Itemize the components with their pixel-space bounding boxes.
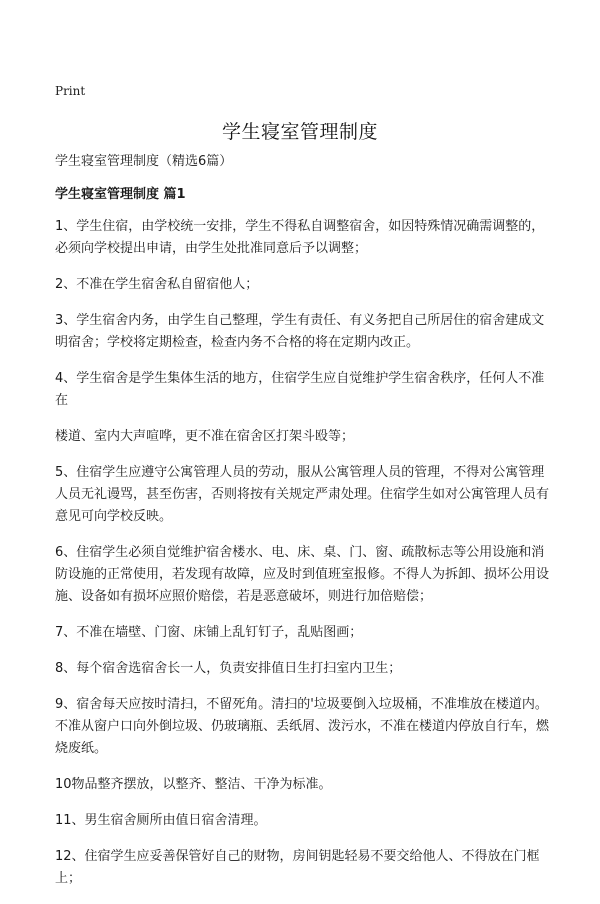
rule-paragraph-12: 12、住宿学生应妥善保管好自己的财物，房间钥匙轻易不要交给他人、不得放在门框上； bbox=[55, 849, 540, 886]
rule-paragraph-1: 1、学生住宿，由学校统一安排，学生不得私自调整宿舍，如因特殊情况确需调整的，必须向学校提出申请，由学生处批准同意后予以调整； bbox=[55, 219, 545, 256]
rule-paragraph-3: 3、学生宿舍内务，由学生自己整理，学生有责任、有义务把自己所居住的宿舍建成文明宿舍；学校将定期检查，检查内务不合格的将在定期内改正。 bbox=[55, 313, 545, 350]
document-subtitle: 学生寝室管理制度（精选6篇） bbox=[55, 154, 233, 169]
rule-paragraph-4-continued: 楼道、室内大声喧哗，更不准在宿舍区打架斗殴等； bbox=[55, 429, 355, 444]
rule-paragraph-8: 8、每个宿舍选宿舍长一人，负责安排值日生打扫室内卫生； bbox=[55, 661, 402, 676]
rule-paragraph-7: 7、不准在墙壁、门窗、床铺上乱钉钉子，乱贴图画； bbox=[55, 625, 363, 640]
rule-paragraph-6: 6、住宿学生必须自觉维护宿舍楼水、电、床、桌、门、窗、疏散标志等公用设施和消防设施的正常使用，若发现有故障，应及时到值班室报修。不得人为拆卸、损坏公用设施、设备如有损坏应照价赔偿，若是恶意破坏，则进行加倍赔偿； bbox=[55, 545, 550, 604]
rule-paragraph-5: 5、住宿学生应遵守公寓管理人员的劳动，服从公寓管理人员的管理，不得对公寓管理人员无礼谩骂，甚至伤害，否则将按有关规定严肃处理。住宿学生如对公寓管理人员有意见可向学校反映。 bbox=[55, 465, 550, 524]
rule-paragraph-9: 9、宿舍每天应按时清扫，不留死角。清扫的'垃圾要倒入垃圾桶，不准堆放在楼道内。不准从窗户口向外倒垃圾、仍玻璃瓶、丢纸屑、泼污水，不准在楼道内停放自行车，燃烧废纸。 bbox=[55, 697, 550, 756]
rule-paragraph-10: 10物品整齐摆放，以整齐、整洁、干净为标准。 bbox=[55, 777, 332, 792]
print-label: Print bbox=[55, 84, 86, 98]
rule-paragraph-2: 2、不准在学生宿舍私自留宿他人； bbox=[55, 277, 259, 292]
document-body bbox=[55, 152, 550, 904]
page-title: 学生寝室管理制度 bbox=[221, 121, 378, 143]
rule-paragraph-4: 4、学生宿舍是学生集体生活的地方，住宿学生应自觉维护学生宿舍秩序，任何人不准在 bbox=[55, 371, 545, 408]
rule-paragraph-11: 11、男生宿舍厕所由值日宿舍清理。 bbox=[55, 813, 267, 828]
section-heading: 学生寝室管理制度 篇1 bbox=[55, 187, 186, 202]
